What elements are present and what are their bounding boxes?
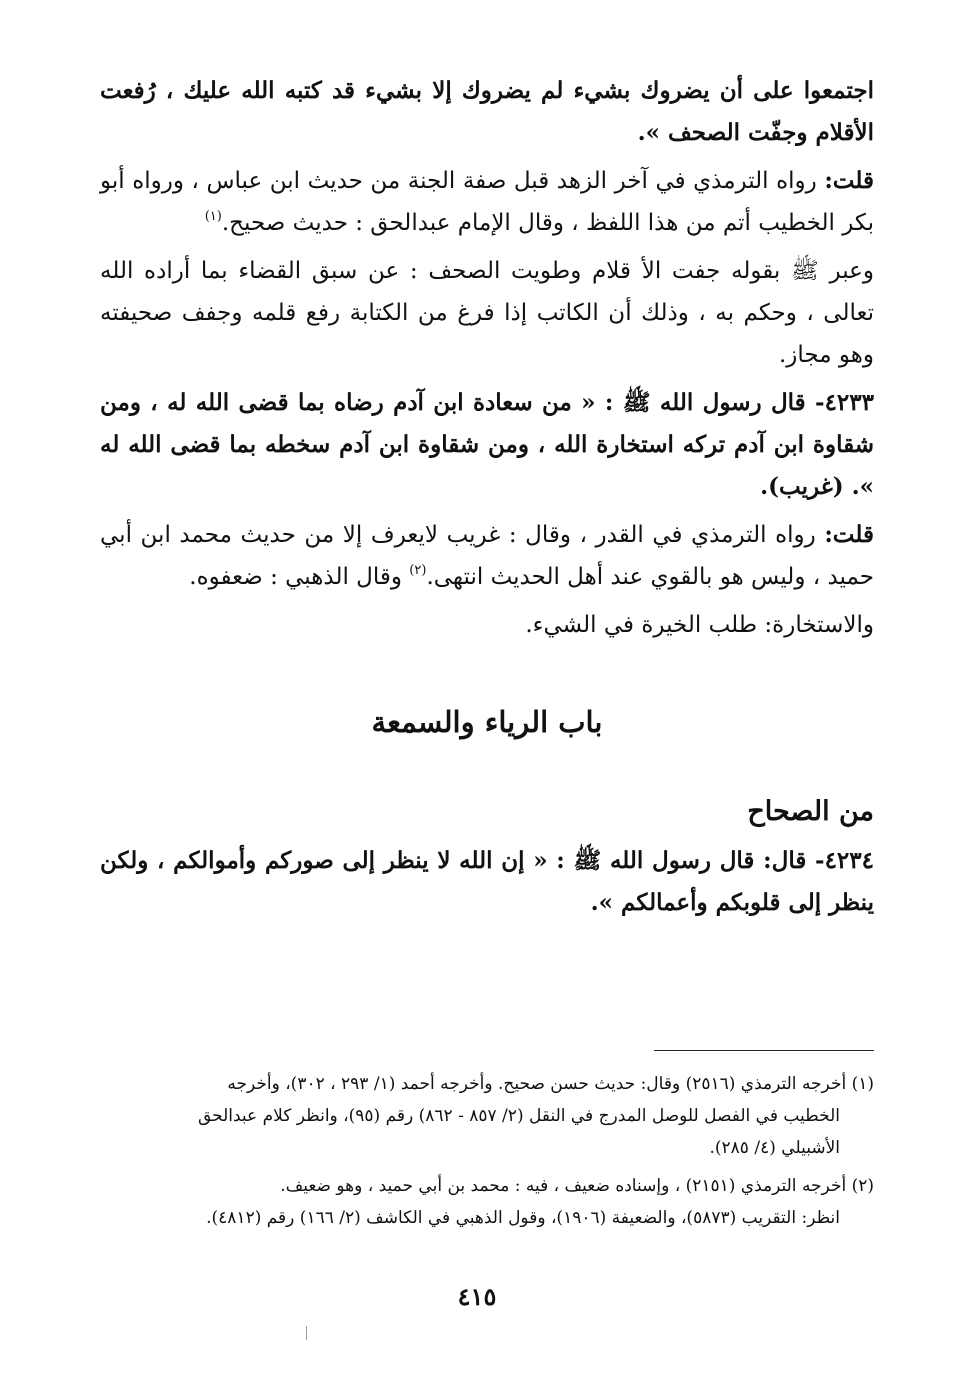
footnote-divider [654,1050,874,1051]
commentary-text-after: وقال الذهبي : ضعفوه. [189,564,410,590]
footnote-ref-2[interactable]: (٢) [409,563,427,578]
hadith-4234: ٤٢٣٤- قال: قال رسول الله ﷺ : « إن الله لا ينظر إلى صوركم وأموالكم ، ولكن ينظر إلى قلوبكم وأعمالكم ». [100,847,874,916]
commentary-4233 [100,514,874,598]
hadith-4233: ٤٢٣٣- قال رسول الله ﷺ : « من سعادة ابن آدم رضاه بما قضى الله له ، ومن شقاوة ابن آدم تركه استخارة الله ، ومن شقاوة ابن آدم سخطه بما قضى الله له ». (غريب). [100,389,874,500]
commentary-text: رواه الترمذي في آخر الزهد قبل صفة الجنة من حديث ابن عباس ، ورواه أبو بكر الخطيب أتم من هذا اللفظ ، وقال الإمام عبدالحق : حديث صحيح. [100,168,874,236]
definition-paragraph: والاستخارة: طلب الخيرة في الشيء. [525,612,874,638]
footnote-2-line-1: (٢) أخرجه الترمذي (٢١٥١) ، وإسناده ضعيف ، فيه : محمد بن أبي حميد ، وهو ضعيف. [280,1176,874,1196]
footnote-ref-1[interactable]: (١) [204,209,222,224]
commentary-4232 [100,160,874,244]
main-text [100,70,874,646]
footnote-1-line-2: الخطيب في الفصل للوصل المدرج في النقل (٢/ ٨٥٧ - ٨٦٢) رقم (٩٥)، وانظر كلام عبدالحق [197,1106,840,1126]
footnote-1-line-1: (١) أخرجه الترمذي (٢٥١٦) وقال: حديث حسن صحيح. وأخرجه أحمد (١/ ٢٩٣ ، ٣٠٢)، وأخرجه [227,1074,874,1094]
page-body [100,70,874,924]
hadith-4232-end: اجتمعوا على أن يضروك بشيء لم يضروك إلا بشيء قد كتبه الله عليك ، رُفعت الأقلام وجفّت الصحف ». [100,77,874,146]
footnote-1-line-3: الأشبيلي (٤/ ٢٨٥). [709,1138,840,1158]
chapter-title: باب الرياء والسمعة [371,705,603,739]
footnotes [104,1050,874,1234]
section-title: من الصحاح [747,796,874,827]
page-number: ٤١٥ [457,1282,497,1311]
scan-mark [306,1326,307,1340]
footnote-2-line-2: انظر: التقريب (٥٨٧٣)، والضعيفة (١٩٠٦)، وقول الذهبي في الكاشف (٢/ ١٦٦) رقم (٤٨١٢). [206,1208,840,1228]
explanation-paragraph: وعبر ﷺ بقوله جفت الأ قلام وطويت الصحف : عن سبق القضاء بما أراده الله تعالى ، وحكم به ، وذلك أن الكاتب إذا فرغ من الكتابة رفع قلمه وجفف صحيفته وهو مجاز. [100,258,874,368]
commentary-text: رواه الترمذي في القدر ، وقال : غريب لايعرف إلا من حديث محمد ابن أبي حميد ، وليس هو بالقوي عند أهل الحديث انتهى. [100,522,874,590]
commentary-lead: قلت: [824,521,874,548]
commentary-lead: قلت: [824,167,874,194]
